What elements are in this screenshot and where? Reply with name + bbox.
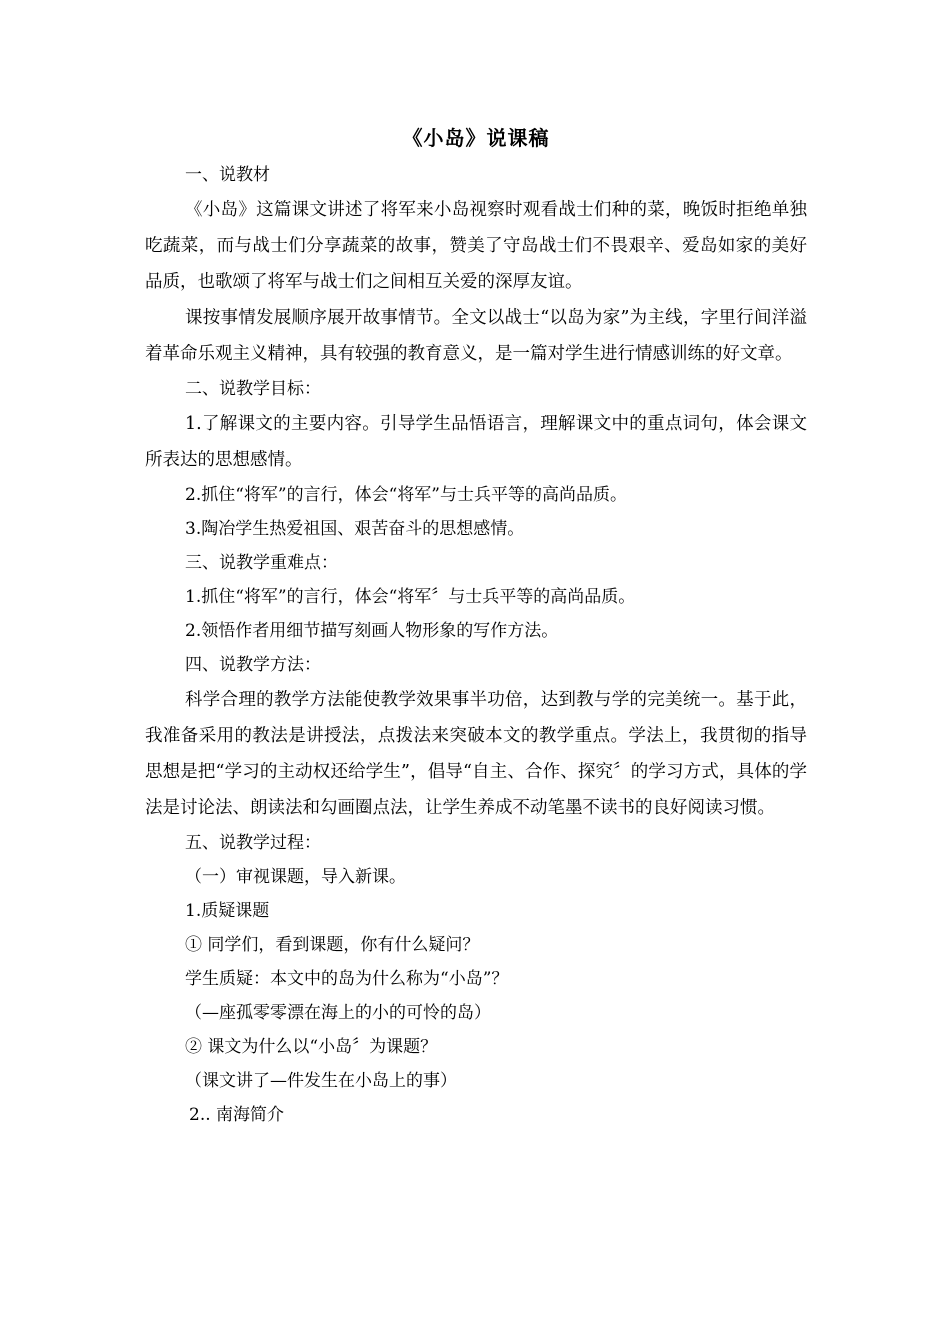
heading-goals: 二、说教学目标：	[185, 379, 321, 399]
key-point-2: 2.领悟作者用细节描写刻画人物形象的写作方法。	[185, 621, 559, 641]
answer-1: （—座孤零零漂在海上的小的可怜的岛）	[185, 1003, 491, 1023]
goal-item-2: 2.抓住“将军”的言行，体会“将军”与士兵平等的高尚品质。	[185, 485, 627, 505]
document-page	[145, 120, 807, 1132]
process-step-1: （一）审视课题，导入新课。	[185, 867, 406, 887]
heading-process: 五、说教学过程：	[185, 833, 321, 853]
heading-textbook: 一、说教材	[185, 165, 270, 185]
key-point-1: 1.抓住“将军”的言行，体会“将军〞与士兵平等的高尚品质。	[185, 587, 636, 607]
goal-item-3: 3.陶冶学生热爱祖国、艰苦奋斗的思想感情。	[185, 519, 525, 539]
heading-methods: 四、说教学方法：	[185, 655, 321, 675]
question-1: ① 同学们，看到课题，你有什么疑问？	[185, 935, 480, 955]
process-substep-2: 2.. 南海简介	[189, 1105, 285, 1125]
paragraph-structure: 课按事情发展顺序展开故事情节。全文以战士“以岛为家”为主线，字里行间洋溢着革命乐观主义精神，具有较强的教育意义，是一篇对学生进行情感训练的好文章。	[145, 308, 807, 364]
goal-item-1: 1.了解课文的主要内容。引导学生品悟语言，理解课文中的重点词句，体会课文所表达的思想感情。	[145, 414, 807, 470]
question-2: ② 课文为什么以“小岛〞为课题？	[185, 1037, 438, 1057]
paragraph-intro: 《小岛》这篇课文讲述了将军来小岛视察时观看战士们种的菜，晚饭时拒绝单独吃蔬菜，而与战士们分享蔬菜的故事，赞美了守岛战士们不畏艰辛、爱岛如家的美好品质，也歌颂了将军与战士们之间相互关爱的深厚友谊。	[145, 200, 807, 292]
paragraph-methods: 科学合理的教学方法能使教学效果事半功倍，达到教与学的完美统一。基于此，我准备采用的教法是讲授法，点拨法来突破本文的教学重点。学法上，我贯彻的指导思想是把“学习的主动权还给学生”，倡导“自主、合作、探究〞的学习方式，具体的学法是讨论法、朗读法和勾画圈点法，让学生养成不动笔墨不读书的良好阅读习惯。	[145, 690, 807, 818]
process-substep-1: 1.质疑课题	[185, 901, 270, 921]
student-question: 学生质疑：本文中的岛为什么称为“小岛”？	[185, 969, 509, 989]
document-title: 《小岛》说课稿	[402, 126, 550, 150]
answer-2: （课文讲了—件发生在小岛上的事）	[185, 1071, 457, 1091]
heading-key-points: 三、说教学重难点：	[185, 553, 338, 573]
